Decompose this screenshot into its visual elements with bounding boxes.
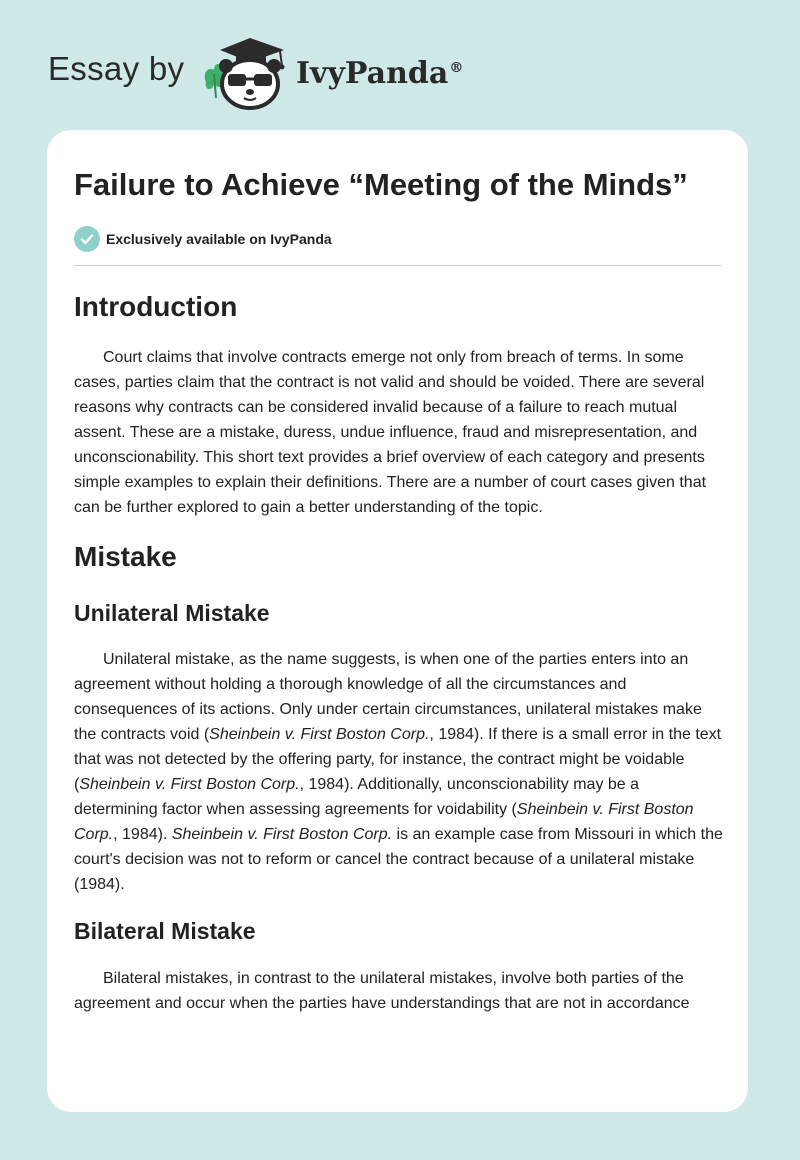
text-run: , 1984). [113, 826, 172, 843]
case-citation: Sheinbein v. First Boston Corp. [171, 826, 393, 843]
exclusive-label: Exclusively available on IvyPanda [106, 231, 332, 247]
text-run: Unilateral mistake, as the name suggests, is when one of the parties enters into an agreement without holding a thorough knowledge of all the circumstances and consequences of its actions. Only under certain circumstances, unilateral mistakes make the contracts void ( [74, 651, 702, 743]
essay-content [74, 164, 724, 1016]
text-run: is an example case from Missouri in which the court's decision was not to reform or cancel the contract because of a unilateral mistake (1984). [74, 826, 723, 893]
check-icon [74, 226, 100, 252]
ivypanda-wordmark[interactable] [296, 56, 463, 91]
bilateral-mistake-paragraph: Bilateral mistakes, in contrast to the unilateral mistakes, involve both parties of the agreement and occur when the parties have understandings that are not in accordance [74, 970, 690, 1012]
title-divider [74, 265, 722, 266]
case-citation: Sheinbein v. First Boston Corp. [209, 726, 430, 743]
case-citation: Sheinbein v. First Boston Corp. [79, 776, 300, 793]
essay-card [47, 130, 748, 1112]
site-header [0, 0, 800, 130]
essay-title: Failure to Achieve “Meeting of the Minds” [74, 167, 688, 202]
brand-name: IvyPanda [296, 56, 449, 91]
introduction-heading: Introduction [74, 291, 238, 322]
unilateral-mistake-paragraph [74, 647, 724, 897]
text-run: , 1984). If there is a small error in the text that was not detected by the offering party, for instance, the contract might be voidable ( [74, 726, 722, 793]
essay-by-label: Essay by [48, 50, 185, 87]
mistake-heading: Mistake [74, 541, 177, 572]
unilateral-mistake-heading: Unilateral Mistake [74, 600, 270, 626]
introduction-paragraph: Court claims that involve contracts emerge not only from breach of terms. In some cases, parties claim that the contract is not valid and should be voided. There are several reasons why contracts can be considered invalid because of a failure to reach mutual assent. These are a mistake, duress, undue influence, fraud and misrepresentation, and unconscionability. This short text provides a brief overview of each category and presents simple examples to explain their definitions. There are a number of court cases given that can be further explored to gain a better understanding of the topic. [74, 349, 707, 516]
bilateral-mistake-heading: Bilateral Mistake [74, 918, 256, 944]
case-citation: Sheinbein v. First Boston Corp. [74, 801, 694, 843]
registered-mark: ® [449, 60, 464, 76]
exclusive-badge [74, 225, 724, 253]
text-run: , 1984). Additionally, unconscionability may be a determining factor when assessing agreements for voidability ( [74, 776, 640, 818]
panda-logo-icon[interactable] [200, 34, 292, 110]
